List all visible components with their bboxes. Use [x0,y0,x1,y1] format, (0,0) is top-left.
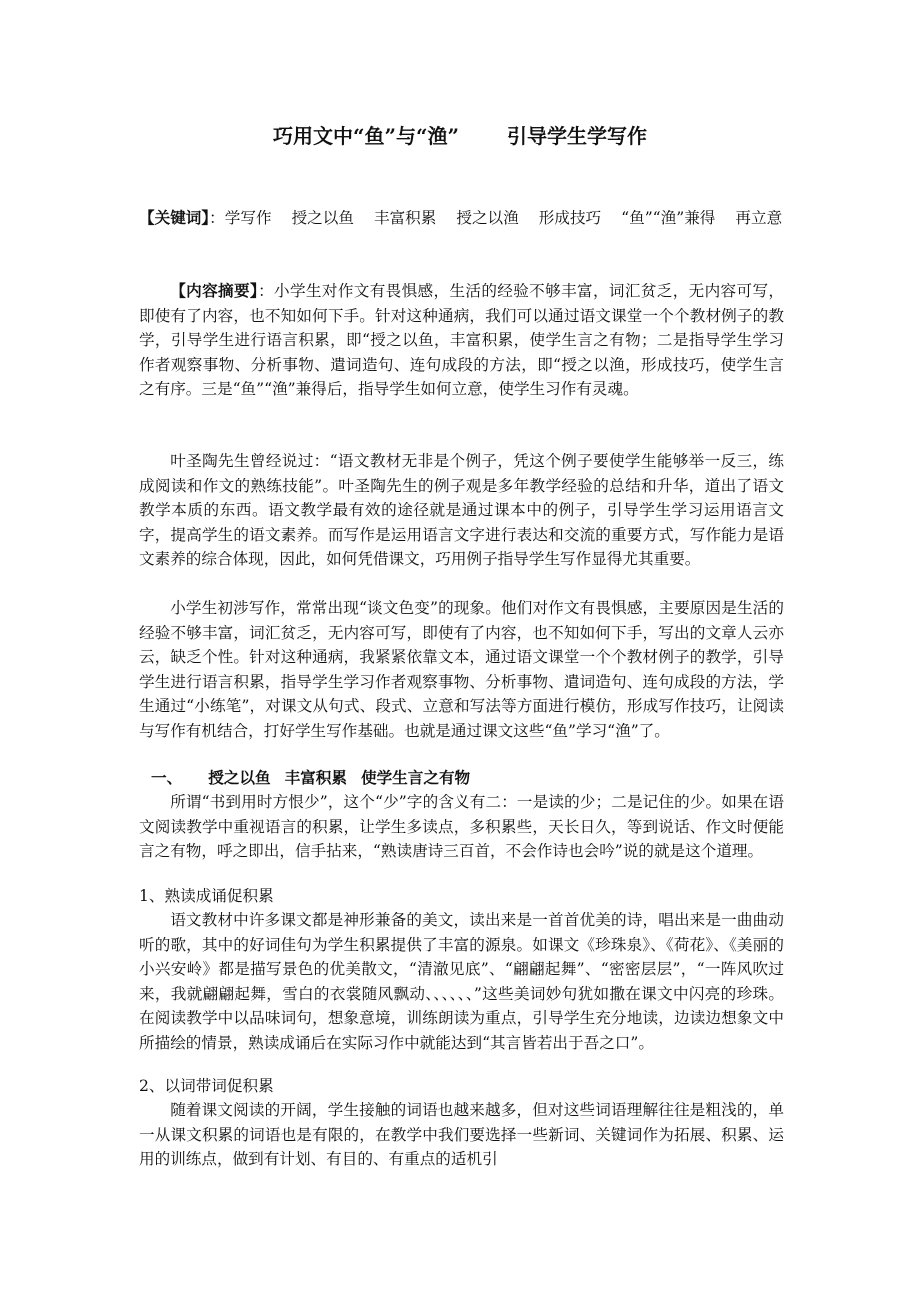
keywords-label: 【关键词】 [139,208,210,227]
keyword: 学写作 [224,209,272,227]
subheading-1: 1、熟读成诵促积累 [139,887,274,905]
abstract-paragraph [139,279,784,402]
section-heading-1: 一、 授之以鱼 丰富积累 使学生言之有物 [151,768,471,787]
body-paragraph-2: 小学生初涉写作，常常出现“谈文色变”的现象。他们对作文有畏惧感，主要原因是生活的经验不够丰富，词汇贫乏，无内容可写，即使有了内容，也不知如何下手，写出的文章人云亦云，缺乏个性。针对这种通病，我紧紧依靠文本，通过语文课堂一个个教材例子的教学，引导学生进行语言积累，指导学生学习作者观察事物、分析事物、遣词造句、连句成段的方法，学生通过“小练笔”，对课文从句式、段式、立意和写法等方面进行模仿，形成写作技巧，让阅读与写作有机结合，打好学生写作基础。也就是通过课文这些“鱼”学习“渔”了。 [139,599,784,740]
document-title [0,122,920,150]
keyword: 丰富积累 [373,209,437,227]
title-part-2: 引导学生学写作 [507,124,647,148]
body-paragraph-1: 叶圣陶先生曾经说过：“语文教材无非是个例子，凭这个例子要使学生能够举一反三，练成阅读和作文的熟练技能”。叶圣陶先生的例子观是多年教学经验的总结和升华，道出了语文教学本质的东西。语文教学最有效的途径就是通过课本中的例子，引导学生学习运用语言文字，提高学生的语文素养。而写作是运用语言文字进行表达和交流的重要方式，写作能力是语文素养的综合体现，因此，如何凭借课文，巧用例子指导学生写作显得尤其重要。 [139,452,784,569]
body-paragraph-4: 语文教材中许多课文都是神形兼备的美文，读出来是一首首优美的诗，唱出来是一曲曲动听的歌，其中的好词佳句为学生积累提供了丰富的源泉。如课文《珍珠泉》、《荷花》、《美丽的小兴安岭》都是描写景色的优美散文，“清澈见底”、“翩翩起舞”、“密密层层”，“一阵风吹过来，我就翩翩起舞，雪白的衣裳随风飘动、、、、、、”这些美词妙句犹如撒在课文中闪亮的珍珠。在阅读教学中以品味词句，想象意境，训练朗读为重点，引导学生充分地读，边读边想象文中所描绘的情景，熟读成诵后在实际习作中就能达到“其言皆若出于吾之口”。 [139,911,784,1052]
keyword: “鱼”“渔”兼得 [621,209,716,227]
keyword: 再立意 [735,209,783,227]
keyword: 授之以渔 [456,209,519,227]
abstract-text: ：小学生对作文有畏惧感，生活的经验不够丰富，词汇贫乏，无内容可写，即使有了内容，也不知如何下手。针对这种通病，我们可以通过语文课堂一个个教材例子的教学，引导学生进行语言积累，即“授之以鱼，丰富积累，使学生言之有物；二是指导学生学习作者观察事物、分析事物、遣词造句、连句成段的方法，即“授之以渔，形成技巧，使学生言之有序。三是“鱼”“渔”兼得后，指导学生如何立意，使学生习作有灵魂。 [139,282,784,399]
keyword: 形成技巧 [538,209,602,227]
body-paragraph-3: 所谓“书到用时方恨少”，这个“少”字的含义有二：一是读的少；二是记住的少。如果在语文阅读教学中重视语言的积累，让学生多读点，多积累些，天长日久，等到说话、作文时便能言之有物，呼之即出，信手拈来，“熟读唐诗三百首，不会作诗也会吟”说的就是这个道理。 [139,793,784,861]
section-number: 一、 [151,768,183,787]
title-part-1: 巧用文中“鱼”与“渔” [272,124,459,148]
body-paragraph-5: 随着课文阅读的开阔，学生接触的词语也越来越多，但对这些词语理解往往是粗浅的，单一从课文积累的词语也是有限的，在教学中我们要选择一些新词、关键词作为拓展、积累、运用的训练点，做到有计划、有目的、有重点的适机引 [139,1101,784,1169]
abstract-label: 【内容摘要】 [170,281,259,300]
subheading-2: 2、以词带词促积累 [139,1077,274,1095]
keyword: 授之以鱼 [291,209,354,227]
keywords-line: 【关键词】：学写作 授之以鱼 丰富积累 授之以渔 形成技巧 “鱼”“渔”兼得 再立意 [139,208,783,227]
